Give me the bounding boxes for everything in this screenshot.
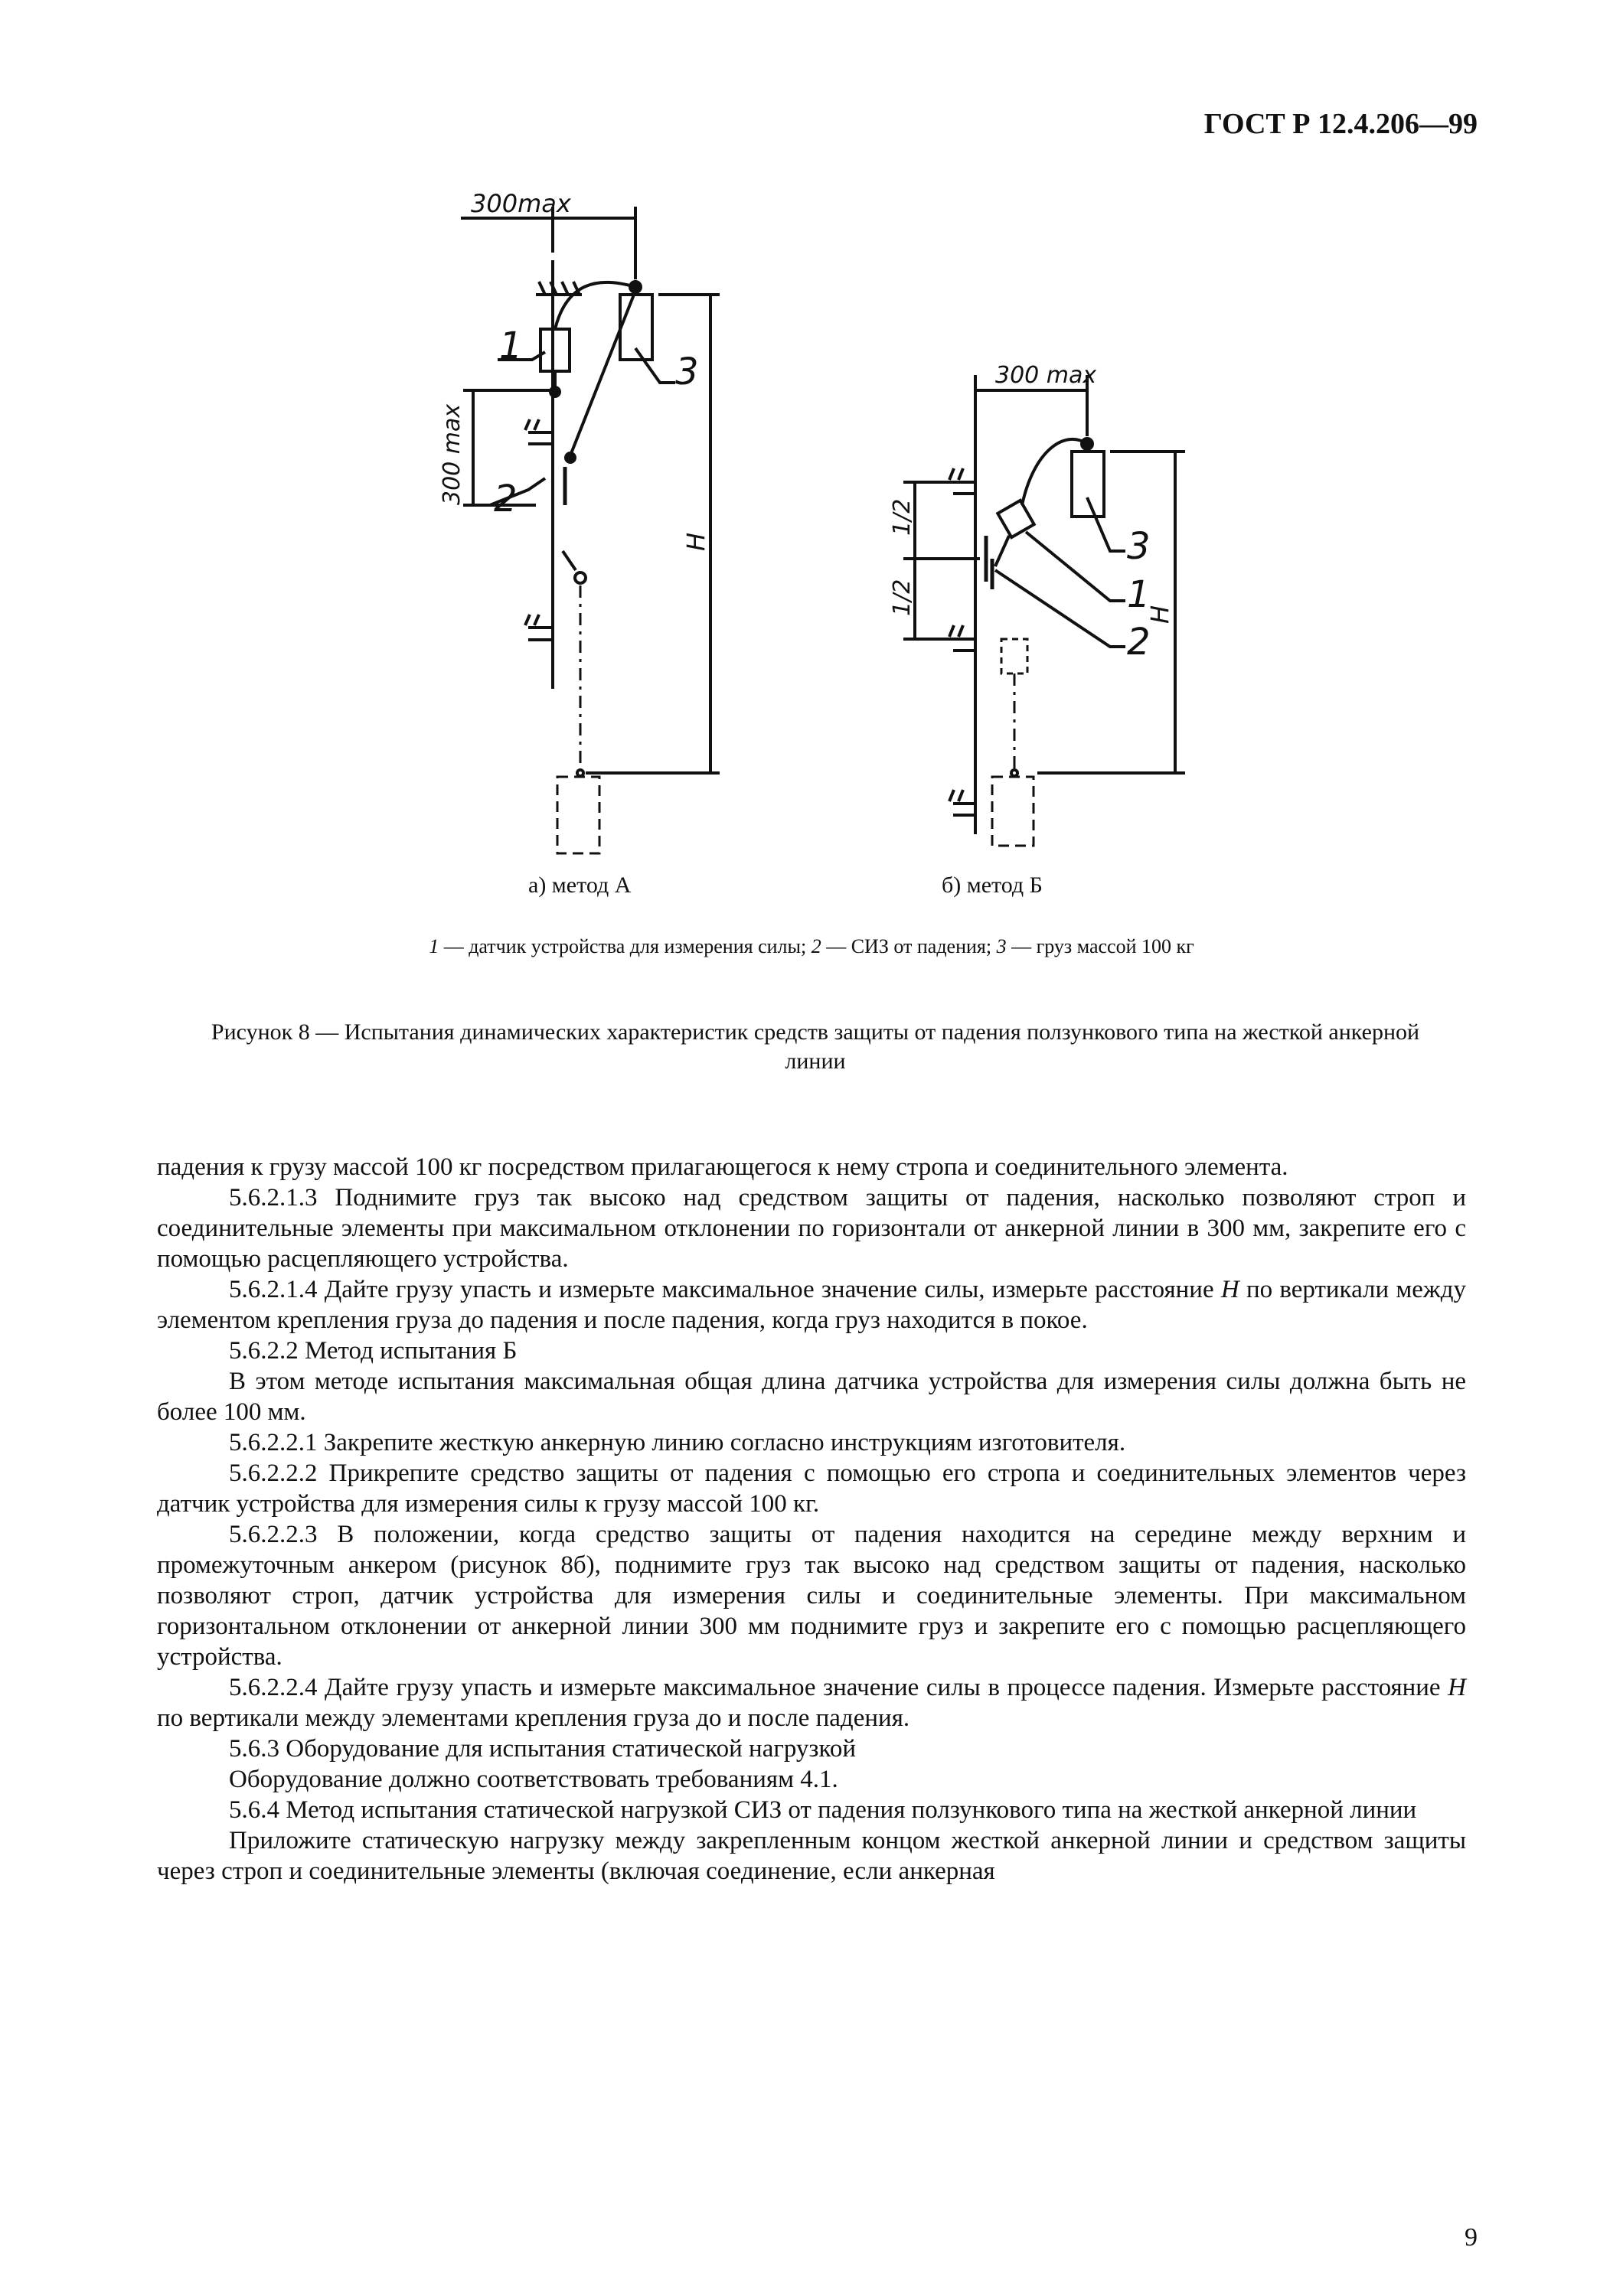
label-b-3: 3 (1127, 525, 1151, 568)
weight-b-after (992, 777, 1034, 846)
body-text (157, 1152, 1466, 1887)
figure-legend: 1 — датчик устройства для измерения силы; 2 — СИЗ от падения; 3 — груз массой 100 кг (429, 935, 1194, 957)
figure-caption: Рисунок 8 — Испытания динамических характеристик средств защиты от падения ползункового типа на жесткой анкерной линии (211, 1019, 1420, 1074)
dim-a-side-label: 300 max (439, 403, 465, 505)
figure-8-diagram (0, 0, 1623, 941)
paragraph: Оборудование должно соответствовать требованиям 4.1. (229, 1766, 838, 1793)
force-sensor-b (998, 501, 1034, 537)
paragraph: 5.6.2.2.2 Прикрепите средство защиты от падения с помощью его стропа и соединительных элементов через датчик устройства для измерения силы к грузу массой 100 кг. (157, 1459, 1466, 1518)
paragraph: 5.6.2.2.3 В положении, когда средство защиты от падения находится на середине между верхним и промежуточным анкером (рисунок 8б), поднимите груз так высоко над средством защиты от падения, насколько позволяют строп, датчик устройства для измерения силы и соединительные элементы. При максимальном горизонтальном отклонении от анкерной линии 300 мм поднимите груз и закрепите его с помощью расцепляющего устройства. (157, 1521, 1466, 1671)
weight-b (1072, 452, 1104, 517)
paragraph: 5.6.4 Метод испытания статической нагрузкой СИЗ от падения ползункового типа на жесткой анкерной линии (229, 1796, 1417, 1824)
paragraph: 5.6.2.1.3 Поднимите груз так высоко над средством защиты от падения, насколько позволяют строп и соединительные элементы при максимальном отклонении по горизонтали от анкерной линии в 300 мм, закрепите его с помощью расцепляющего устройства. (157, 1184, 1466, 1273)
paragraph: 5.6.3 Оборудование для испытания статической нагрузкой (229, 1735, 856, 1763)
label-a-3: 3 (675, 351, 699, 393)
document-header: ГОСТ Р 12.4.206—99 (1203, 108, 1478, 140)
caption-method-a: а) метод А (528, 872, 632, 898)
label-b-H: H (1145, 605, 1174, 624)
dim-a-top-label: 300max (471, 189, 571, 218)
dim-b-half-2: 1/2 (889, 579, 916, 616)
paragraph: В этом методе испытания максимальная общая длина датчика устройства для измерения силы должна быть не более 100 мм. (157, 1368, 1466, 1426)
paragraph: 5.6.2.1.4 Дайте грузу упасть и измерьте максимальное значение силы, измерьте расстояние H по вертикали между элементом крепления груза до падения и после падения, когда груз находится в покое. (157, 1276, 1467, 1334)
dim-b-top-label: 300 max (995, 362, 1097, 389)
label-b-2: 2 (1127, 621, 1151, 664)
paragraph: 5.6.2.2.1 Закрепите жесткую анкерную линию согласно инструкциям изготовителя. (229, 1429, 1126, 1456)
paragraph: Приложите статическую нагрузку между закрепленным концом жесткой анкерной линии и средством защиты через строп и соединительные элементы (включая соединение, если анкерная (157, 1827, 1466, 1885)
dim-b-half-1: 1/2 (889, 498, 916, 536)
force-sensor-a (540, 329, 570, 371)
label-a-1: 1 (499, 325, 523, 367)
label-a-2: 2 (494, 478, 518, 520)
weight-a-after (557, 777, 599, 853)
label-a-H: H (681, 532, 710, 551)
page-number: 9 (1465, 2223, 1478, 2252)
paragraph: 5.6.2.2 Метод испытания Б (229, 1337, 518, 1365)
caption-method-b: б) метод Б (942, 872, 1043, 898)
label-b-1: 1 (1127, 573, 1151, 616)
paragraph: 5.6.2.2.4 Дайте грузу упасть и измерьте максимальное значение силы в процессе падения. Измерьте расстояние H по вертикали между элементами крепления груза до и после падения. (157, 1674, 1466, 1732)
paragraph: падения к грузу массой 100 кг посредством прилагающегося к нему стропа и соединительного элемента. (157, 1153, 1288, 1181)
